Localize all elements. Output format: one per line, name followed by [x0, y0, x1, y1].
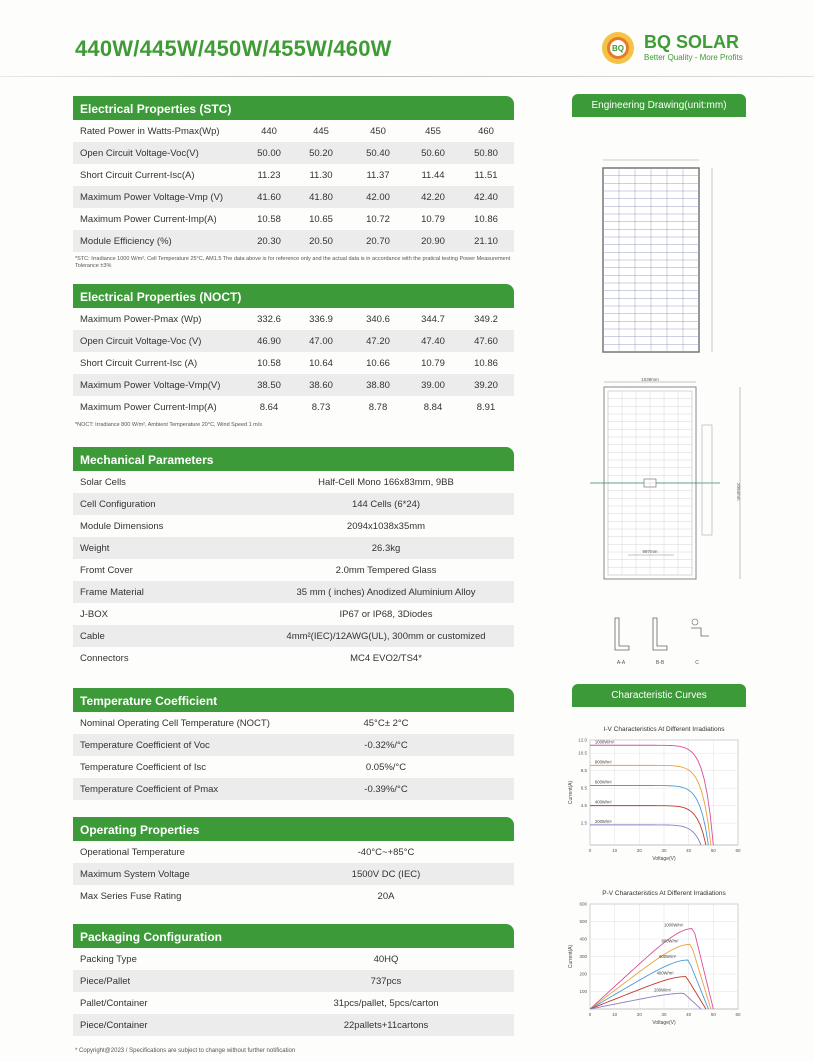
table-row: [73, 647, 514, 669]
series-label: 800W/m²: [661, 938, 679, 944]
stc-note: *STC: Irradiance 1000 W/m², Cell Temperature 25°C, AM1.5 The data above is for reference only and the actual data is in accordance with the pratical testing Power Measurement Tolerance ±3%: [75, 256, 511, 269]
row-value: IP67 or IP68, 3Diodes: [339, 608, 433, 620]
table-cell: 10.58: [257, 213, 281, 225]
table-cell: 38.60: [309, 379, 333, 391]
y-tick-label: 200: [579, 971, 587, 977]
module-back-drawing: [590, 375, 750, 590]
x-axis-label: Voltage(V): [652, 1020, 676, 1026]
table-row: [73, 712, 514, 734]
row-label: Connectors: [80, 652, 129, 664]
header-divider: [0, 76, 814, 77]
table-cell: 41.60: [257, 191, 281, 203]
table-row: [73, 885, 514, 907]
table-row: [73, 374, 514, 396]
table-row: [73, 778, 514, 800]
table-cell: 47.00: [309, 335, 333, 347]
temperature-section: [73, 688, 514, 800]
row-value: 4mm²(IEC)/12AWG(UL), 300mm or customized: [286, 630, 486, 642]
y-tick-label: 12.0: [578, 737, 587, 743]
table-row: [73, 625, 514, 647]
y-tick-label: 500: [579, 919, 587, 924]
table-row: [73, 863, 514, 885]
table-cell: 10.79: [421, 357, 445, 369]
table-row: [73, 1014, 514, 1036]
row-value: 2094x1038x35mm: [346, 520, 426, 532]
table-row: [73, 186, 514, 208]
series-label: 200W/m²: [594, 818, 612, 824]
table-row: [73, 493, 514, 515]
y-tick-label: 300: [579, 954, 587, 959]
row-label: Cable: [80, 630, 105, 642]
row-label: Nominal Operating Cell Temperature (NOCT): [80, 717, 270, 729]
table-cell: 47.40: [421, 335, 445, 347]
row-value: 31pcs/pallet, 5pcs/carton: [333, 997, 439, 1009]
row-label: Maximum Power Current-Imp(A): [80, 213, 217, 225]
row-label: Module Efficiency (%): [80, 235, 172, 247]
table-cell: 46.90: [257, 335, 281, 347]
row-label: Cell Configuration: [80, 498, 156, 510]
row-label: Packing Type: [80, 953, 137, 965]
table-cell: 10.64: [309, 357, 333, 369]
noct-section: [73, 284, 514, 429]
table-row: [73, 142, 514, 164]
row-label: Open Circuit Voltage-Voc(V): [80, 147, 199, 159]
pv-chart: [562, 886, 752, 1031]
row-label: Rated Power in Watts-Pmax(Wp): [80, 125, 220, 137]
table-cell: 455: [425, 125, 441, 137]
table-cell: 10.65: [309, 213, 333, 225]
row-label: Fromt Cover: [80, 564, 133, 576]
x-tick-label: 40: [686, 1012, 692, 1017]
section-label-aa: A-A: [616, 660, 626, 666]
x-tick-label: 30: [661, 1012, 667, 1017]
table-cell: 38.50: [257, 379, 281, 391]
table-cell: 50.40: [366, 147, 390, 159]
table-cell: 41.80: [309, 191, 333, 203]
x-tick-label: 40: [686, 848, 692, 853]
engineering-drawing-heading: Engineering Drawing(unit:mm): [572, 94, 746, 117]
table-cell: 8.84: [423, 401, 443, 413]
row-label: Short Circuit Current-Isc (A): [80, 357, 198, 369]
table-cell: 11.23: [257, 169, 281, 181]
table-cell: 39.20: [474, 379, 498, 391]
frame-section-drawings: [605, 610, 725, 668]
module-front-drawing: [588, 150, 728, 360]
width-dimension: 1038mm: [641, 377, 659, 382]
mechanical-table: [73, 471, 514, 669]
table-row: [73, 471, 514, 493]
row-value: 45°C± 2°C: [363, 717, 409, 729]
section-heading: Operating Properties: [73, 817, 514, 841]
noct-note: *NOCT: Irradiance 800 W/m², Ambient Temperature 20°C, Wind Speed 1 m/s: [75, 422, 263, 428]
table-cell: 10.72: [366, 213, 390, 225]
packaging-table: [73, 948, 514, 1036]
row-label: Short Circuit Current-Isc(A): [80, 169, 195, 181]
brand-name: BQ SOLAR: [644, 32, 740, 52]
section-heading: Temperature Coefficient: [73, 688, 514, 712]
inner-dimension: 997mm: [642, 549, 658, 554]
table-row: [73, 581, 514, 603]
y-tick-label: 600: [579, 901, 587, 907]
row-label: Open Circuit Voltage-Voc (V): [80, 335, 202, 347]
table-cell: 336.9: [309, 313, 333, 325]
row-label: Solar Cells: [80, 476, 126, 488]
table-cell: 349.2: [474, 313, 498, 325]
table-cell: 50.60: [421, 147, 445, 159]
table-cell: 20.50: [309, 235, 333, 247]
y-tick-label: 6.5: [580, 785, 587, 791]
table-row: [73, 603, 514, 625]
row-label: Piece/Container: [80, 1019, 148, 1031]
table-row: [73, 515, 514, 537]
table-cell: 50.20: [309, 147, 333, 159]
row-label: Module Dimensions: [80, 520, 164, 532]
table-row: [73, 559, 514, 581]
table-cell: 445: [313, 125, 329, 137]
table-cell: 11.30: [309, 169, 333, 181]
table-row: [73, 756, 514, 778]
row-value: Half-Cell Mono 166x83mm, 9BB: [318, 476, 454, 488]
table-cell: 20.70: [366, 235, 390, 247]
table-row: [73, 841, 514, 863]
row-value: -40°C~+85°C: [357, 846, 415, 858]
sun-logo-icon: [600, 30, 636, 66]
x-tick-label: 10: [612, 1012, 618, 1017]
table-cell: 11.44: [421, 169, 445, 181]
table-cell: 8.78: [368, 401, 388, 413]
y-tick-label: 8.5: [580, 768, 587, 774]
row-label: Operational Temperature: [80, 846, 185, 858]
section-heading: Packaging Configuration: [73, 924, 514, 948]
row-value: 144 Cells (6*24): [351, 498, 421, 510]
y-axis-label: Current(A): [568, 944, 574, 969]
row-value: 35 mm ( inches) Anodized Aluminium Alloy: [296, 586, 476, 598]
row-label: Temperature Coefficient of Isc: [80, 761, 207, 773]
table-cell: 460: [478, 125, 494, 137]
x-tick-label: 60: [735, 848, 741, 853]
iv-chart: [562, 722, 752, 867]
row-label: Maximum Power Current-Imp(A): [80, 401, 217, 413]
row-value: 26.3kg: [371, 542, 401, 554]
temperature-table: [73, 712, 514, 800]
table-row: [73, 330, 514, 352]
row-label: Temperature Coefficient of Voc: [80, 739, 210, 751]
operating-section: [73, 817, 514, 907]
row-label: Frame Material: [80, 586, 144, 598]
x-tick-label: 60: [735, 1012, 741, 1017]
brand-logo: [600, 30, 760, 66]
table-cell: 440: [261, 125, 277, 137]
y-axis-label: Current(A): [568, 780, 574, 805]
row-value: 0.05%/°C: [365, 761, 407, 773]
table-row: [73, 537, 514, 559]
x-tick-label: 50: [710, 848, 716, 853]
table-row: [73, 352, 514, 374]
table-row: [73, 734, 514, 756]
table-row: [73, 970, 514, 992]
series-label: 200W/m²: [654, 987, 672, 993]
series-label: 400W/m²: [656, 970, 674, 976]
table-cell: 8.64: [259, 401, 279, 413]
table-cell: 450: [370, 125, 386, 137]
series-label: 1000W/m²: [594, 739, 615, 745]
y-tick-label: 100: [579, 989, 587, 994]
series-label: 400W/m²: [594, 799, 612, 805]
table-cell: 10.66: [366, 357, 390, 369]
section-label-c: C: [695, 660, 699, 666]
y-tick-label: 4.5: [580, 803, 587, 809]
table-row: [73, 230, 514, 252]
section-heading: Electrical Properties (NOCT): [73, 284, 514, 308]
table-row: [73, 396, 514, 418]
series-label: 600W/m²: [594, 779, 612, 785]
row-label: Maximum Power-Pmax (Wp): [80, 313, 202, 325]
row-value: 40HQ: [373, 953, 399, 965]
section-heading: Electrical Properties (STC): [73, 96, 514, 120]
x-tick-label: 0: [588, 848, 592, 853]
series-label: 600W/m²: [659, 954, 677, 959]
series-label: 1000W/m²: [664, 922, 684, 928]
row-label: Piece/Pallet: [80, 975, 131, 987]
stc-table: [73, 120, 514, 252]
table-cell: 39.00: [421, 379, 445, 391]
svg-text:BQ: BQ: [612, 44, 624, 53]
row-label: Pallet/Container: [80, 997, 148, 1009]
x-tick-label: 50: [710, 1012, 716, 1017]
table-cell: 42.20: [421, 191, 445, 203]
row-label: Max Series Fuse Rating: [80, 890, 182, 902]
table-cell: 47.20: [366, 335, 390, 347]
stc-section: [73, 96, 514, 270]
noct-table: [73, 308, 514, 418]
table-cell: 340.6: [366, 313, 390, 325]
row-value: -0.32%/°C: [364, 739, 408, 751]
row-value: 22pallets+11cartons: [343, 1019, 429, 1031]
table-row: [73, 948, 514, 970]
x-tick-label: 20: [636, 848, 642, 853]
table-cell: 11.37: [366, 169, 390, 181]
table-row: [73, 164, 514, 186]
table-row: [73, 308, 514, 330]
row-label: J-BOX: [80, 608, 108, 620]
table-cell: 10.58: [257, 357, 281, 369]
table-cell: 42.00: [366, 191, 390, 203]
table-cell: 10.79: [421, 213, 445, 225]
table-cell: 21.10: [474, 235, 498, 247]
x-tick-label: 0: [588, 1012, 592, 1017]
series-label: 800W/m²: [594, 759, 612, 765]
row-value: 20A: [377, 890, 395, 902]
row-value: 2.0mm Tempered Glass: [335, 564, 437, 576]
table-cell: 50.80: [474, 147, 498, 159]
table-row: [73, 992, 514, 1014]
x-axis-label: Voltage(V): [652, 856, 676, 862]
table-cell: 11.51: [474, 169, 498, 181]
table-cell: 332.6: [257, 313, 281, 325]
table-cell: 20.30: [257, 235, 281, 247]
y-tick-label: 400: [579, 936, 587, 942]
table-row: [73, 120, 514, 142]
row-label: Temperature Coefficient of Pmax: [80, 783, 219, 795]
x-tick-label: 20: [636, 1012, 642, 1017]
table-cell: 38.80: [366, 379, 390, 391]
mechanical-section: [73, 447, 514, 669]
y-tick-label: 2.5: [580, 820, 587, 826]
chart-title: P-V Characteristics At Different Irradiations: [602, 890, 726, 897]
row-label: Maximum Power Voltage-Vmp(V): [80, 379, 221, 391]
x-tick-label: 30: [661, 848, 667, 853]
table-cell: 50.00: [257, 147, 281, 159]
brand-tagline: Better Quality - More Profits: [644, 53, 743, 62]
table-cell: 20.90: [421, 235, 445, 247]
table-cell: 42.40: [474, 191, 498, 203]
table-cell: 344.7: [421, 313, 445, 325]
row-label: Weight: [80, 542, 110, 554]
row-value: -0.39%/°C: [364, 783, 408, 795]
chart-title: I-V Characteristics At Different Irradiations: [603, 726, 725, 733]
page-title: 440W/445W/450W/455W/460W: [75, 36, 392, 61]
x-tick-label: 10: [612, 848, 618, 853]
y-tick-label: 10.5: [578, 750, 587, 756]
row-label: Maximum Power Voltage-Vmp (V): [80, 191, 224, 203]
table-cell: 10.86: [474, 213, 498, 225]
section-label-bb: B-B: [655, 660, 665, 666]
row-value: 1500V DC (IEC): [351, 868, 421, 880]
row-value: 737pcs: [370, 975, 402, 987]
row-label: Maximum System Voltage: [80, 868, 190, 880]
height-dimension: 2094mm: [736, 483, 741, 501]
packaging-section: [73, 924, 514, 1036]
operating-table: [73, 841, 514, 907]
table-cell: 8.73: [311, 401, 331, 413]
table-cell: 10.86: [474, 357, 498, 369]
footer-note: * Copyright@2023 / Specifications are subject to change without further notification: [75, 1048, 296, 1054]
characteristic-curves-heading: Characteristic Curves: [572, 684, 746, 707]
table-cell: 8.91: [476, 401, 496, 413]
table-cell: 47.60: [474, 335, 498, 347]
section-heading: Mechanical Parameters: [73, 447, 514, 471]
table-row: [73, 208, 514, 230]
row-value: MC4 EVO2/TS4*: [350, 652, 422, 664]
